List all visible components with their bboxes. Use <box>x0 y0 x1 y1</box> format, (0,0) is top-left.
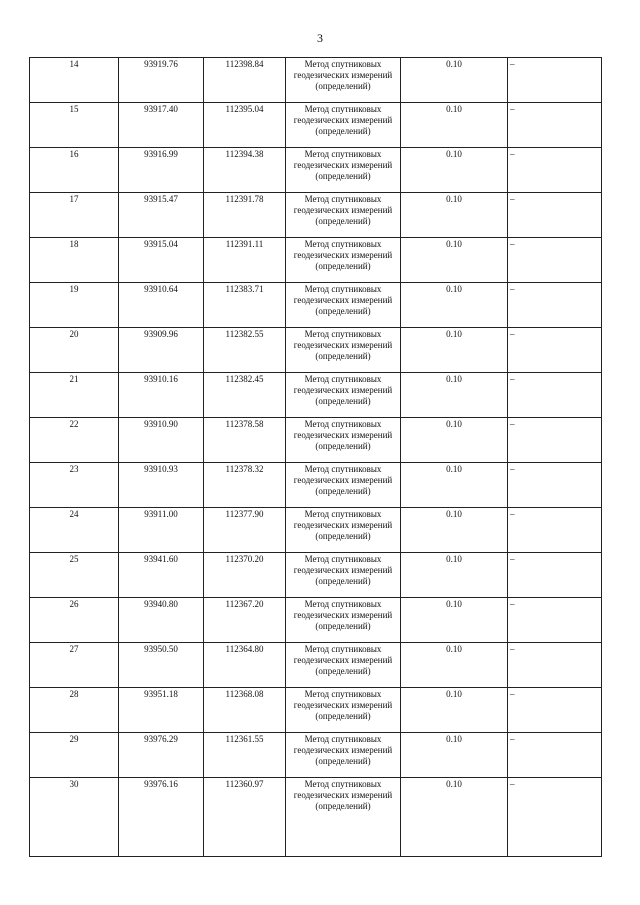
y-coordinate-cell: 112368.08 <box>204 688 286 733</box>
method-cell: Метод спутниковых геодезических измерений (определений) <box>286 778 401 857</box>
note-cell: – <box>508 148 602 193</box>
y-coordinate-cell: 112395.04 <box>204 103 286 148</box>
x-coordinate-cell: 93951.18 <box>119 688 204 733</box>
accuracy-cell: 0.10 <box>401 688 508 733</box>
x-coordinate-cell: 93919.76 <box>119 58 204 103</box>
method-cell: Метод спутниковых геодезических измерений (определений) <box>286 553 401 598</box>
x-coordinate-cell: 93910.16 <box>119 373 204 418</box>
accuracy-cell: 0.10 <box>401 508 508 553</box>
x-coordinate-cell: 93950.50 <box>119 643 204 688</box>
y-coordinate-cell: 112360.97 <box>204 778 286 857</box>
table-row <box>30 733 602 778</box>
note-cell: – <box>508 373 602 418</box>
accuracy-cell: 0.10 <box>401 643 508 688</box>
note-cell: – <box>508 598 602 643</box>
method-cell: Метод спутниковых геодезических измерений (определений) <box>286 328 401 373</box>
accuracy-cell: 0.10 <box>401 778 508 857</box>
table-row <box>30 553 602 598</box>
method-cell: Метод спутниковых геодезических измерений (определений) <box>286 598 401 643</box>
method-cell: Метод спутниковых геодезических измерений (определений) <box>286 688 401 733</box>
x-coordinate-cell: 93976.29 <box>119 733 204 778</box>
x-coordinate-cell: 93910.64 <box>119 283 204 328</box>
y-coordinate-cell: 112391.11 <box>204 238 286 283</box>
point-number-cell: 30 <box>30 778 119 857</box>
table-row <box>30 688 602 733</box>
y-coordinate-cell: 112382.55 <box>204 328 286 373</box>
accuracy-cell: 0.10 <box>401 103 508 148</box>
accuracy-cell: 0.10 <box>401 418 508 463</box>
y-coordinate-cell: 112383.71 <box>204 283 286 328</box>
y-coordinate-cell: 112398.84 <box>204 58 286 103</box>
y-coordinate-cell: 112391.78 <box>204 193 286 238</box>
page-number: 3 <box>317 31 323 45</box>
point-number-cell: 23 <box>30 463 119 508</box>
x-coordinate-cell: 93917.40 <box>119 103 204 148</box>
point-number-cell: 17 <box>30 193 119 238</box>
method-cell: Метод спутниковых геодезических измерений (определений) <box>286 508 401 553</box>
point-number-cell: 29 <box>30 733 119 778</box>
x-coordinate-cell: 93910.93 <box>119 463 204 508</box>
y-coordinate-cell: 112361.55 <box>204 733 286 778</box>
accuracy-cell: 0.10 <box>401 733 508 778</box>
accuracy-cell: 0.10 <box>401 328 508 373</box>
y-coordinate-cell: 112378.32 <box>204 463 286 508</box>
note-cell: – <box>508 58 602 103</box>
point-number-cell: 22 <box>30 418 119 463</box>
accuracy-cell: 0.10 <box>401 58 508 103</box>
table-row <box>30 58 602 103</box>
table-row <box>30 283 602 328</box>
note-cell: – <box>508 418 602 463</box>
point-number-cell: 27 <box>30 643 119 688</box>
note-cell: – <box>508 283 602 328</box>
y-coordinate-cell: 112382.45 <box>204 373 286 418</box>
table-row <box>30 103 602 148</box>
point-number-cell: 18 <box>30 238 119 283</box>
accuracy-cell: 0.10 <box>401 553 508 598</box>
point-number-cell: 19 <box>30 283 119 328</box>
table-row <box>30 193 602 238</box>
table-row <box>30 418 602 463</box>
table-row <box>30 643 602 688</box>
point-number-cell: 21 <box>30 373 119 418</box>
x-coordinate-cell: 93911.00 <box>119 508 204 553</box>
method-cell: Метод спутниковых геодезических измерений (определений) <box>286 148 401 193</box>
table-row <box>30 238 602 283</box>
note-cell: – <box>508 463 602 508</box>
method-cell: Метод спутниковых геодезических измерений (определений) <box>286 463 401 508</box>
x-coordinate-cell: 93940.80 <box>119 598 204 643</box>
point-number-cell: 26 <box>30 598 119 643</box>
y-coordinate-cell: 112377.90 <box>204 508 286 553</box>
coordinates-table-body <box>30 58 602 857</box>
x-coordinate-cell: 93910.90 <box>119 418 204 463</box>
note-cell: – <box>508 553 602 598</box>
method-cell: Метод спутниковых геодезических измерений (определений) <box>286 193 401 238</box>
note-cell: – <box>508 103 602 148</box>
coordinates-table <box>29 57 602 857</box>
x-coordinate-cell: 93916.99 <box>119 148 204 193</box>
point-number-cell: 16 <box>30 148 119 193</box>
method-cell: Метод спутниковых геодезических измерений (определений) <box>286 733 401 778</box>
note-cell: – <box>508 733 602 778</box>
method-cell: Метод спутниковых геодезических измерений (определений) <box>286 58 401 103</box>
note-cell: – <box>508 508 602 553</box>
point-number-cell: 14 <box>30 58 119 103</box>
note-cell: – <box>508 238 602 283</box>
point-number-cell: 28 <box>30 688 119 733</box>
method-cell: Метод спутниковых геодезических измерений (определений) <box>286 103 401 148</box>
table-row <box>30 463 602 508</box>
point-number-cell: 15 <box>30 103 119 148</box>
method-cell: Метод спутниковых геодезических измерений (определений) <box>286 283 401 328</box>
y-coordinate-cell: 112367.20 <box>204 598 286 643</box>
x-coordinate-cell: 93915.47 <box>119 193 204 238</box>
table-row <box>30 373 602 418</box>
method-cell: Метод спутниковых геодезических измерений (определений) <box>286 643 401 688</box>
table-row <box>30 598 602 643</box>
method-cell: Метод спутниковых геодезических измерений (определений) <box>286 418 401 463</box>
note-cell: – <box>508 193 602 238</box>
y-coordinate-cell: 112394.38 <box>204 148 286 193</box>
point-number-cell: 20 <box>30 328 119 373</box>
accuracy-cell: 0.10 <box>401 463 508 508</box>
x-coordinate-cell: 93941.60 <box>119 553 204 598</box>
y-coordinate-cell: 112378.58 <box>204 418 286 463</box>
note-cell: – <box>508 778 602 857</box>
accuracy-cell: 0.10 <box>401 193 508 238</box>
y-coordinate-cell: 112364.80 <box>204 643 286 688</box>
table-row <box>30 508 602 553</box>
point-number-cell: 24 <box>30 508 119 553</box>
note-cell: – <box>508 688 602 733</box>
x-coordinate-cell: 93976.16 <box>119 778 204 857</box>
table-row <box>30 148 602 193</box>
table-row <box>30 778 602 857</box>
accuracy-cell: 0.10 <box>401 238 508 283</box>
y-coordinate-cell: 112370.20 <box>204 553 286 598</box>
method-cell: Метод спутниковых геодезических измерений (определений) <box>286 238 401 283</box>
accuracy-cell: 0.10 <box>401 283 508 328</box>
accuracy-cell: 0.10 <box>401 148 508 193</box>
note-cell: – <box>508 643 602 688</box>
note-cell: – <box>508 328 602 373</box>
table-row <box>30 328 602 373</box>
accuracy-cell: 0.10 <box>401 598 508 643</box>
accuracy-cell: 0.10 <box>401 373 508 418</box>
x-coordinate-cell: 93915.04 <box>119 238 204 283</box>
method-cell: Метод спутниковых геодезических измерений (определений) <box>286 373 401 418</box>
point-number-cell: 25 <box>30 553 119 598</box>
x-coordinate-cell: 93909.96 <box>119 328 204 373</box>
